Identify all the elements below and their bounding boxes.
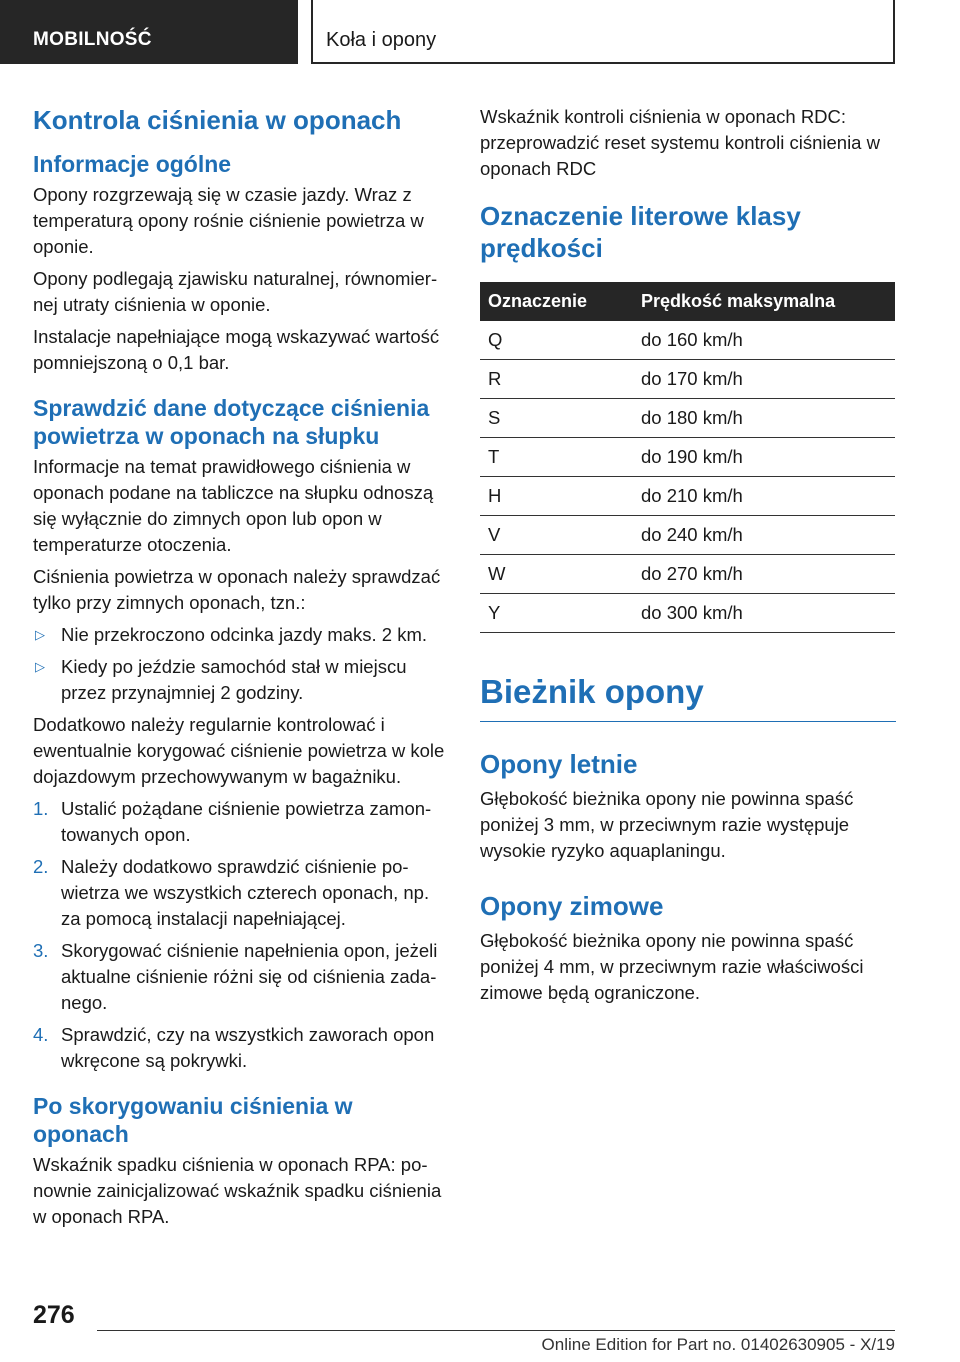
- step-number: 3.: [33, 940, 49, 961]
- table-cell: T: [480, 438, 633, 477]
- list-item: [33, 938, 449, 1016]
- table-cell: R: [480, 360, 633, 399]
- list-item: [33, 796, 449, 848]
- footer-divider: [97, 1330, 895, 1331]
- table-cell: do 240 km/h: [633, 516, 895, 555]
- table-cell: do 210 km/h: [633, 477, 895, 516]
- step-text: Skorygować ciśnienie napełnienia opon, jeżeli aktualne ciśnienie różni się od ciśnienia zadanego.: [61, 940, 438, 1013]
- table-row: [480, 594, 895, 633]
- table-cell: do 270 km/h: [633, 555, 895, 594]
- table-cell: S: [480, 399, 633, 438]
- after-correction-heading: Po skorygowaniu ciśnienia w oponach: [33, 1093, 353, 1147]
- step-text: Należy dodatkowo sprawdzić ciśnienie powietrza we wszystkich czterech oponach, np. za pomocą instalacji napełniającej.: [61, 856, 430, 929]
- list-item: [33, 654, 449, 706]
- summer-tyres-heading: Opony letnie: [480, 749, 638, 779]
- section-title: Kontrola ciśnienia w oponach: [33, 105, 402, 135]
- table-row: [480, 360, 895, 399]
- condition-list: [33, 622, 449, 706]
- page-number: 276: [33, 1301, 75, 1329]
- list-item: [33, 622, 449, 648]
- step-number: 2.: [33, 856, 49, 877]
- table-cell: V: [480, 516, 633, 555]
- list-item-text: Kiedy po jeździe samochód stał w miejscu przez przynajmniej 2 godziny.: [61, 656, 407, 703]
- table-cell: do 180 km/h: [633, 399, 895, 438]
- paragraph: Głębokość bieżnika opony nie powinna spaść poniżej 3 mm, w przeciwnym razie występuje wysokie ryzyko aquaplaningu.: [480, 788, 854, 861]
- table-row: [480, 555, 895, 594]
- paragraph: Dodatkowo należy regularnie kontrolować i ewentualnie korygować ciśnienie powietrza w kole dojazdowym przechowywanym w bagażniku.: [33, 714, 445, 787]
- paragraph: Informacje na temat prawidłowego ciśnienia w oponach podane na tabliczce na słupku odnoszą się wyłącznie do zimnych opon lub opon w temperaturze otoczenia.: [33, 456, 434, 555]
- paragraph: Instalacje napełniające mogą wskazywać wartość pomniejszoną o 0,1 bar.: [33, 326, 440, 373]
- table-cell: do 300 km/h: [633, 594, 895, 633]
- winter-tyres-heading: Opony zimowe: [480, 891, 664, 921]
- list-item: [33, 854, 449, 932]
- table-row: [480, 399, 895, 438]
- paragraph: Głębokość bieżnika opony nie powinna spaść poniżej 4 mm, w przeciwnym razie właściwości zimowe będą ograniczone.: [480, 930, 864, 1003]
- table-row: [480, 321, 895, 360]
- table-row: [480, 516, 895, 555]
- step-number: 1.: [33, 798, 49, 819]
- column-header: Prędkość maksymalna: [633, 282, 895, 321]
- triangle-bullet-icon: ▷: [35, 627, 45, 642]
- column-header: Oznaczenie: [480, 282, 633, 321]
- steps-list: [33, 796, 449, 1074]
- header-section-tab: [0, 0, 298, 64]
- triangle-bullet-icon: ▷: [35, 659, 45, 674]
- check-pillar-heading: Sprawdzić dane dotyczące ciśnienia powietrza w oponach na słupku: [33, 395, 430, 449]
- speed-class-table: [480, 282, 895, 633]
- step-text: Sprawdzić, czy na wszystkich zaworach opon wkręcone są pokrywki.: [61, 1024, 435, 1071]
- table-cell: H: [480, 477, 633, 516]
- edition-note: Online Edition for Part no. 01402630905 - X/19: [541, 1335, 895, 1354]
- table-cell: do 160 km/h: [633, 321, 895, 360]
- paragraph: Opony podlegają zjawisku naturalnej, równomiernej utraty ciśnienia w oponie.: [33, 268, 438, 315]
- table-row: [480, 477, 895, 516]
- table-cell: Y: [480, 594, 633, 633]
- header-section-label: MOBILNOŚĆ: [33, 29, 152, 50]
- table-header-row: [480, 282, 895, 321]
- list-item: [33, 1022, 449, 1074]
- paragraph: Wskaźnik kontroli ciśnienia w oponach RDC: przeprowadzić reset systemu kontroli ciśnienia w oponach RDC: [480, 106, 880, 179]
- paragraph: Opony rozgrzewają się w czasie jazdy. Wraz z temperaturą opony rośnie ciśnienie powietrza w oponie.: [33, 184, 424, 257]
- left-column: [33, 104, 449, 1236]
- table-cell: do 170 km/h: [633, 360, 895, 399]
- general-info-heading: Informacje ogólne: [33, 151, 232, 177]
- paragraph: Wskaźnik spadku ciśnienia w oponach RPA: ponownie zainicjalizować wskaźnik spadku ciśnienia w oponach RPA.: [33, 1154, 442, 1227]
- speed-class-heading: Oznaczenie literowe klasy prędkości: [480, 201, 801, 263]
- table-cell: W: [480, 555, 633, 594]
- list-item-text: Nie przekroczono odcinka jazdy maks. 2 km.: [61, 624, 428, 645]
- step-text: Ustalić pożądane ciśnienie powietrza zamontowanych opon.: [61, 798, 432, 845]
- paragraph: Ciśnienia powietrza w oponach należy sprawdzać tylko przy zimnych oponach, tzn.:: [33, 566, 441, 613]
- table-cell: Q: [480, 321, 633, 360]
- step-number: 4.: [33, 1024, 49, 1045]
- tread-heading: Bieżnik opony: [480, 671, 896, 722]
- table-cell: do 190 km/h: [633, 438, 895, 477]
- right-column: [480, 104, 896, 1012]
- table-row: [480, 438, 895, 477]
- header-chapter-tab: [311, 0, 895, 64]
- header-chapter-label: Koła i opony: [326, 29, 437, 51]
